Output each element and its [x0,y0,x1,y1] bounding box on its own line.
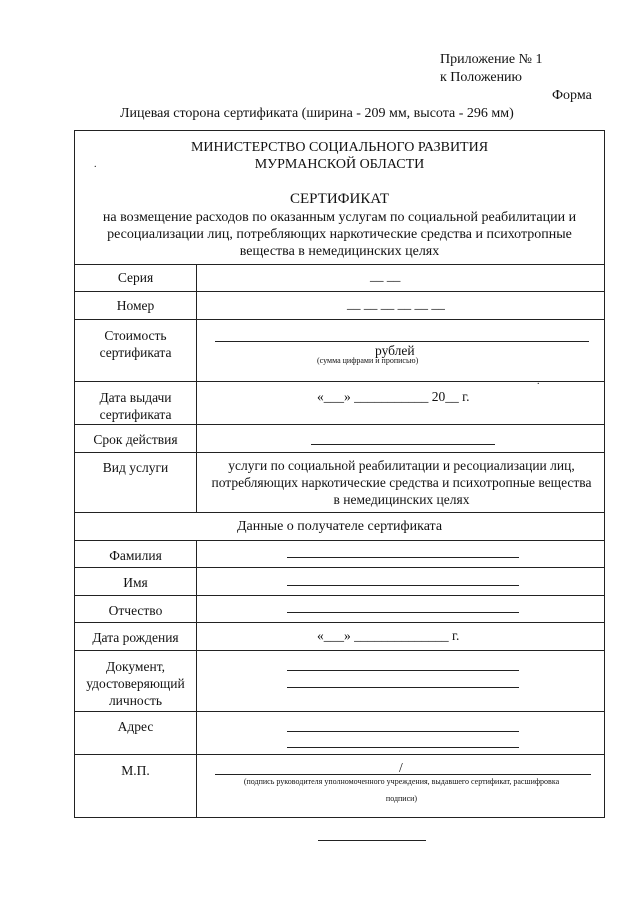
validity-label: Срок действия [93,432,178,447]
signature-separator: / [399,760,403,775]
address-label: Адрес [117,719,154,734]
issue-date-field[interactable]: «___» ___________ 20__ г. [317,389,470,404]
issue-date-label-1: Дата выдачи [99,390,172,405]
name-label: Имя [123,575,148,590]
series-label: Серия [117,270,154,285]
row-divider [75,452,604,453]
patronymic-input-line[interactable] [287,612,519,613]
id-document-input-line[interactable] [287,670,519,671]
service-line-1: услуги по социальной реабилитации и ресоциализации лиц, [228,458,575,473]
row-divider [75,291,604,292]
service-line-3: в немедицинских целях [333,492,470,507]
footer-line [318,840,426,841]
row-divider [75,711,604,712]
recipient-section-title: Данные о получателе сертификата [236,519,443,534]
patronymic-label: Отчество [108,603,163,618]
issue-date-label-2: сертификата [99,407,172,422]
row-divider [75,319,604,320]
service-type-label: Вид услуги [102,460,169,475]
surname-label: Фамилия [109,548,162,563]
birth-date-field[interactable]: «___» ______________ г. [317,628,460,643]
row-divider [75,424,604,425]
validity-input-line[interactable] [311,444,495,445]
row-divider [75,754,604,755]
purpose-line-3: вещества в немедицинских целях [239,244,440,259]
cost-hint: (сумма цифрами и прописью) [317,356,419,365]
birth-date-label: Дата рождения [92,630,179,645]
address-input-line[interactable] [287,731,519,732]
side-title: Лицевая сторона сертификата (ширина - 209 мм, высота - 296 мм) [120,106,514,121]
signature-hint-2: подписи) [385,794,418,803]
number-label: Номер [116,298,155,313]
purpose-line-1: на возмещение расходов по оказанным услугам по социальной реабилитации и [102,210,577,225]
ministry-line-2: МУРМАНСКОЙ ОБЛАСТИ [254,157,425,172]
id-document-label-3: личность [108,693,163,708]
certificate-title: СЕРТИФИКАТ [289,191,390,207]
surname-input-line[interactable] [287,557,519,558]
signature-hint-1: (подпись руководителя уполномоченного учреждения, выдавшего сертификат, расшифровка [243,777,560,786]
row-divider [75,622,604,623]
form-label: Форма [552,88,592,103]
column-divider [196,540,197,817]
ministry-line-1: МИНИСТЕРСТВО СОЦИАЛЬНОГО РАЗВИТИЯ [190,140,489,155]
series-field[interactable]: __ __ [370,268,401,283]
name-input-line[interactable] [287,585,519,586]
row-divider [75,650,604,651]
appendix-label: Приложение № 1 [440,52,543,67]
row-divider [75,264,604,265]
row-divider [75,595,604,596]
certificate-frame [74,130,605,818]
number-field[interactable]: __ __ __ __ __ __ [347,296,445,311]
row-divider [75,512,604,513]
id-document-label-2: удостоверяющий [86,676,185,691]
row-divider [75,567,604,568]
purpose-line-2: ресоциализации лиц, потребляющих наркотические средства и психотропные [107,227,572,242]
stamp-label: М.П. [121,763,150,778]
regulation-label: к Положению [440,70,523,85]
address-input-line[interactable] [287,747,519,748]
stray-dot: . [94,159,97,170]
service-line-2: потребляющих наркотические средства и психотропные вещества [211,475,592,490]
row-divider [75,381,604,382]
cost-label-1: Стоимость [104,328,167,343]
id-document-input-line[interactable] [287,687,519,688]
id-document-label-1: Документ, [106,659,165,674]
cost-label-2: сертификата [99,345,172,360]
cost-currency: рублей [375,343,415,358]
row-divider [75,540,604,541]
stray-dot: . [537,376,540,387]
